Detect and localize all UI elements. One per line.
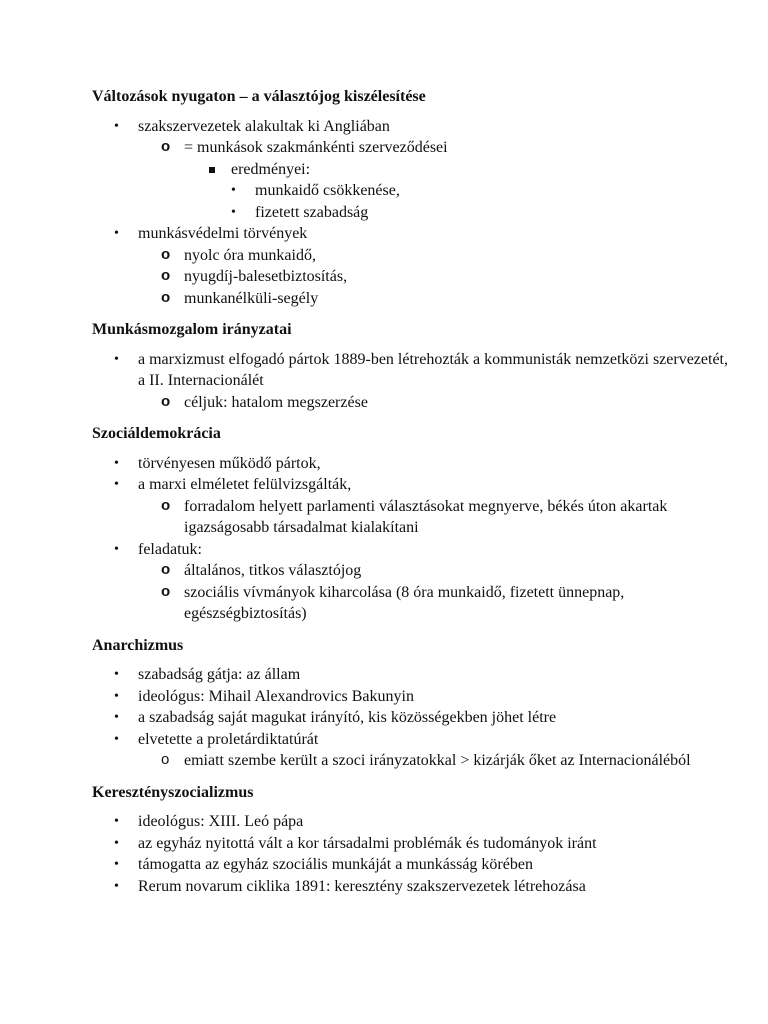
bullet-list bbox=[92, 349, 728, 414]
list-item bbox=[184, 159, 728, 224]
list-item bbox=[231, 180, 728, 202]
sub-sub-list bbox=[184, 159, 728, 224]
list-item-text: nyugdíj-balesetbiztosítás, bbox=[184, 268, 348, 285]
list-item-text: szociális vívmányok kiharcolása (8 óra munkaidő, fizetett ünnepnap, egészségbiztosítás) bbox=[184, 583, 625, 622]
list-item bbox=[92, 707, 728, 729]
list-item bbox=[92, 729, 728, 772]
section-heading: Változások nyugaton – a választójog kiszélesítése bbox=[92, 88, 426, 105]
sub-sub-sub-list bbox=[231, 180, 728, 223]
list-item bbox=[138, 137, 728, 223]
list-item-text: támogatta az egyház szociális munkáját a munkásság körében bbox=[138, 856, 533, 873]
list-item-text: a marxi elméletet felülvizsgálták, bbox=[138, 476, 352, 493]
list-item-text: általános, titkos választójog bbox=[184, 562, 362, 579]
list-item-text: feladatuk: bbox=[138, 540, 202, 558]
list-item bbox=[92, 664, 728, 686]
list-item bbox=[138, 560, 728, 582]
list-item-text: Rerum novarum ciklika 1891: keresztény szakszervezetek létrehozása bbox=[138, 877, 586, 895]
section-anarchism bbox=[92, 635, 728, 772]
section-christian-socialism bbox=[92, 782, 728, 898]
list-item bbox=[231, 202, 728, 224]
list-item-text: ideológus: Mihail Alexandrovics Bakunyin bbox=[138, 687, 414, 705]
list-item-text: nyolc óra munkaidő, bbox=[184, 246, 316, 264]
list-item bbox=[92, 833, 728, 855]
list-item bbox=[138, 266, 728, 288]
list-item-text: forradalom helyett parlamenti választásokat megnyerve, békés úton akartak igazságosabb társadalmat kialakítani bbox=[184, 497, 668, 536]
list-item-text: elvetette a proletárdiktatúrát bbox=[138, 730, 319, 748]
list-item-text: emiatt szembe került a szoci irányzatokkal > kizárják őket az Internacionáléból bbox=[184, 752, 691, 769]
section-voting-rights bbox=[92, 86, 728, 309]
section-heading: Keresztényszocializmus bbox=[92, 783, 254, 801]
list-item bbox=[92, 474, 728, 539]
list-item bbox=[92, 811, 728, 833]
list-item-text: fizetett szabadság bbox=[255, 203, 369, 221]
list-item bbox=[92, 223, 728, 309]
bullet-list bbox=[92, 116, 728, 310]
list-item bbox=[92, 686, 728, 708]
list-item-text: munkanélküli-segély bbox=[184, 289, 319, 307]
list-item-text: a marxizmust elfogadó pártok 1889-ben létrehozták a kommunisták nemzetközi szervezetét, a II. Internacionálét bbox=[138, 350, 728, 389]
list-item bbox=[138, 582, 728, 625]
list-item bbox=[92, 453, 728, 475]
list-item bbox=[138, 288, 728, 310]
sub-list bbox=[138, 245, 728, 310]
section-heading: Szociáldemokrácia bbox=[92, 425, 221, 442]
section-social-democracy bbox=[92, 423, 728, 625]
sub-list bbox=[138, 560, 728, 625]
list-item bbox=[138, 392, 728, 414]
bullet-list bbox=[92, 664, 728, 772]
sub-list bbox=[138, 496, 728, 539]
bullet-list bbox=[92, 811, 728, 897]
list-item-text: munkaidő csökkenése, bbox=[255, 182, 400, 199]
list-item bbox=[138, 496, 728, 539]
list-item-text: a szabadság saját magukat irányító, kis közösségekben jöhet létre bbox=[138, 709, 557, 726]
bullet-list bbox=[92, 453, 728, 625]
sub-list bbox=[138, 750, 728, 772]
section-heading: Munkásmozgalom irányzatai bbox=[92, 321, 292, 338]
list-item bbox=[92, 854, 728, 876]
list-item-text: szabadság gátja: az állam bbox=[138, 666, 301, 683]
list-item bbox=[138, 245, 728, 267]
section-heading: Anarchizmus bbox=[92, 636, 184, 654]
list-item-text: eredményei: bbox=[231, 160, 311, 178]
list-item bbox=[92, 349, 728, 414]
list-item bbox=[92, 876, 728, 898]
list-item-text: céljuk: hatalom megszerzése bbox=[184, 393, 368, 411]
list-item bbox=[138, 750, 728, 772]
list-item-text: = munkások szakmánkénti szerveződései bbox=[184, 139, 448, 156]
sub-list bbox=[138, 392, 728, 414]
section-labor-movement bbox=[92, 319, 728, 413]
list-item-text: az egyház nyitottá vált a kor társadalmi problémák és tudományok iránt bbox=[138, 834, 597, 852]
list-item-text: szakszervezetek alakultak ki Angliában bbox=[138, 117, 390, 135]
list-item bbox=[92, 116, 728, 224]
list-item-text: ideológus: XIII. Leó pápa bbox=[138, 813, 304, 830]
list-item-text: törvényesen működő pártok, bbox=[138, 454, 321, 472]
sub-list bbox=[138, 137, 728, 223]
list-item-text: munkásvédelmi törvények bbox=[138, 225, 308, 242]
list-item bbox=[92, 539, 728, 625]
